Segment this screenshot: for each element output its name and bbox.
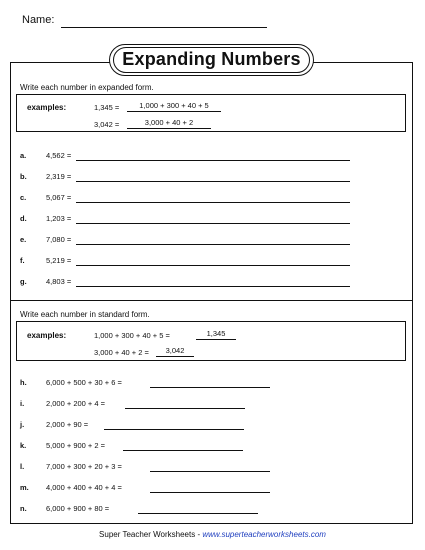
problem-text: 5,219 = [46, 256, 72, 265]
footer-url-link[interactable]: www.superteacherworksheets.com [202, 530, 326, 539]
problem-letter: f. [20, 256, 25, 265]
answer-line[interactable] [76, 181, 350, 182]
title-banner [109, 44, 314, 76]
section-divider [10, 300, 413, 301]
problem-text: 2,000 + 90 = [46, 420, 89, 429]
answer-line[interactable] [138, 513, 258, 514]
problem-text: 7,080 = [46, 235, 72, 244]
example-number: 3,042 = [94, 120, 120, 129]
answer-line[interactable] [150, 471, 270, 472]
answer-line[interactable] [76, 202, 350, 203]
answer-line[interactable] [125, 408, 245, 409]
section2-examples-box [16, 321, 406, 361]
problem-letter: c. [20, 193, 27, 202]
answer-line[interactable] [150, 387, 270, 388]
section1-instruction: Write each number in expanded form. [20, 83, 154, 92]
problem-text: 5,067 = [46, 193, 72, 202]
problem-text: 1,203 = [46, 214, 72, 223]
answer-line[interactable] [76, 244, 350, 245]
problem-letter: n. [20, 504, 27, 513]
problem-letter: a. [20, 151, 27, 160]
problem-text: 4,562 = [46, 151, 72, 160]
problem-text: 2,000 + 200 + 4 = [46, 399, 106, 408]
problem-text: 5,000 + 900 + 2 = [46, 441, 106, 450]
answer-line[interactable] [123, 450, 243, 451]
answer-line[interactable] [76, 160, 350, 161]
section2-instruction: Write each number in standard form. [20, 310, 150, 319]
example-answer: 1,345 [196, 329, 236, 340]
problem-letter: g. [20, 277, 27, 286]
section2-examples-label: examples: [27, 331, 67, 340]
problem-letter: b. [20, 172, 27, 181]
example-expression: 1,000 + 300 + 40 + 5 = [94, 331, 170, 340]
problem-letter: m. [20, 483, 29, 492]
footer-prefix: Super Teacher Worksheets - [99, 530, 203, 539]
example-answer: 1,000 + 300 + 40 + 5 [127, 101, 221, 112]
problem-letter: k. [20, 441, 27, 450]
example-number: 1,345 = [94, 103, 120, 112]
answer-line[interactable] [76, 223, 350, 224]
answer-line[interactable] [76, 265, 350, 266]
problem-letter: d. [20, 214, 27, 223]
answer-line[interactable] [104, 429, 244, 430]
problem-letter: i. [20, 399, 25, 408]
problem-text: 6,000 + 500 + 30 + 6 = [46, 378, 122, 387]
example-answer: 3,042 [156, 346, 194, 357]
problem-letter: l. [20, 462, 25, 471]
name-label: Name: [22, 14, 55, 26]
answer-line[interactable] [150, 492, 270, 493]
problem-text: 6,000 + 900 + 80 = [46, 504, 110, 513]
name-field[interactable] [61, 27, 267, 28]
example-expression: 3,000 + 40 + 2 = [94, 348, 149, 357]
problem-letter: j. [20, 420, 25, 429]
problem-letter: e. [20, 235, 27, 244]
example-answer: 3,000 + 40 + 2 [127, 118, 211, 129]
title-banner-inner-border [113, 47, 310, 73]
section1-examples-label: examples: [27, 103, 67, 112]
answer-line[interactable] [76, 286, 350, 287]
problem-letter: h. [20, 378, 27, 387]
section1-examples-box [16, 94, 406, 132]
problem-text: 4,000 + 400 + 40 + 4 = [46, 483, 122, 492]
problem-text: 4,803 = [46, 277, 72, 286]
problem-text: 2,319 = [46, 172, 72, 181]
page-title: Expanding Numbers [122, 49, 301, 69]
footer [0, 530, 425, 539]
problem-text: 7,000 + 300 + 20 + 3 = [46, 462, 122, 471]
